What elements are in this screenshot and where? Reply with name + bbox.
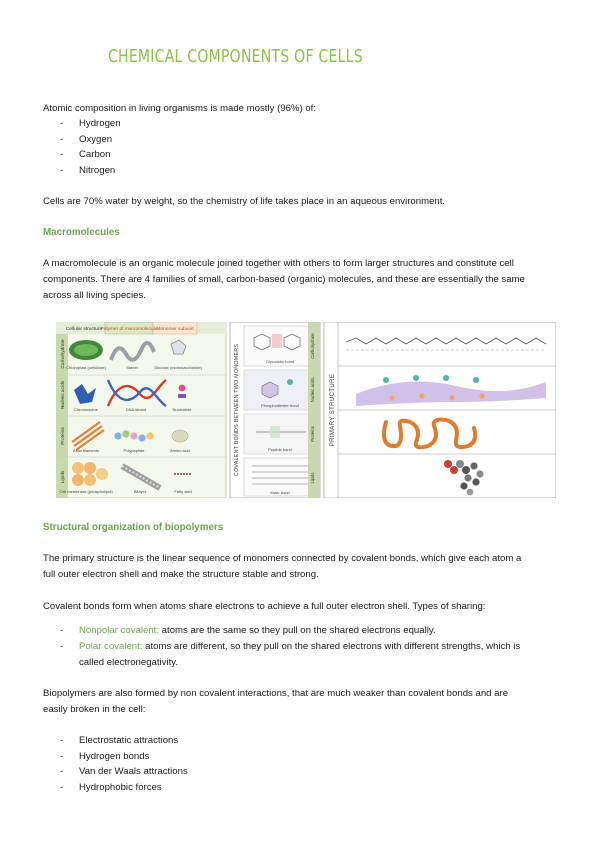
caption: Nucleotide: [172, 407, 192, 412]
family-carbohydrate: Carbohydrate: [310, 333, 315, 359]
structural-heading: Structural organization of biopolymers: [43, 522, 224, 533]
family-nucleic: Nucleic acids: [61, 380, 66, 410]
family-proteins: Proteins: [310, 426, 315, 442]
macromolecule-figure: [56, 322, 556, 498]
polar-desc: atoms are different, so they pull on the shared electrons with different strengths, which is: [142, 641, 521, 652]
right-panel: [324, 322, 556, 498]
middle-panel: [230, 322, 320, 498]
family-lipids: Lipids: [310, 472, 315, 484]
family-carbohydrate: Carbohydrate: [61, 339, 66, 369]
nonpolar-desc: atoms are the same so they pull on the shared electrons equally.: [159, 625, 436, 636]
caption: Bilayer: [133, 489, 147, 494]
atomic-composition-text: Atomic composition in living organisms is made mostly (96%) of:: [43, 103, 316, 114]
noncovalent-line: easily broken in the cell:: [43, 704, 146, 715]
list-item: - Carbon: [60, 147, 121, 163]
caption: Fatty acid: [174, 489, 192, 494]
bond-label: Ester bond: [270, 490, 290, 495]
covalent-intro: Covalent bonds form when atoms share electrons to achieve a full outer electron shell. Types of sharing:: [43, 601, 486, 612]
header-monomer: Monomer subunit: [156, 327, 194, 332]
macromolecule-line: components. There are 4 families of small, carbon-based (organic) molecules, and these are essentially the same: [43, 274, 525, 285]
caption: Starch: [126, 365, 138, 370]
nucleotide-icon: [179, 385, 186, 392]
macromolecule-line: across all living species.: [43, 290, 146, 301]
caption: Polypeptide: [123, 448, 145, 453]
caption: DNA strand: [125, 407, 147, 412]
bond-label: Glycosidic bond: [265, 359, 295, 364]
list-item: - Hydrogen bonds: [60, 749, 188, 765]
list-item: - Hydrogen: [60, 116, 121, 132]
macromolecules-heading: Macromolecules: [43, 227, 120, 238]
water-text: Cells are 70% water by weight, so the chemistry of life takes place in an aqueous environment.: [43, 196, 446, 207]
atom-list: [60, 116, 121, 178]
caption: Cell membrane (phospholipid): [59, 489, 113, 494]
sharing-list: [60, 623, 556, 671]
interaction-list: [60, 733, 188, 795]
left-panel: [56, 322, 226, 498]
caption: Amino acid: [170, 448, 190, 453]
family-nucleic: Nucleic acids: [310, 377, 315, 403]
caption: Actin filaments: [72, 448, 100, 453]
header-polymer: Polymer of macromolecule: [100, 327, 158, 332]
family-proteins: Proteins: [61, 427, 66, 445]
caption: Chloroplast (cellulose): [66, 365, 106, 370]
amino-acid-icon: [172, 430, 188, 442]
bond-label: Peptide bond: [268, 447, 292, 452]
polar-desc-continued: called electronegativity.: [79, 657, 179, 668]
primary-structure-line: The primary structure is the linear sequence of monomers connected by covalent bonds, which give each atom a: [43, 553, 522, 564]
caption: Chromosome: [73, 407, 99, 412]
primary-structure-line: full outer electron shell and make the structure stable and strong.: [43, 569, 319, 580]
caption: Glucose (monosaccharide): [154, 365, 202, 370]
header-cellular: Cellular structure: [65, 327, 103, 332]
list-item: [60, 623, 556, 639]
list-item: - Van der Waals attractions: [60, 764, 188, 780]
noncovalent-line: Biopolymers are also formed by non covalent interactions, that are much weaker than covalent bonds and are: [43, 688, 509, 699]
page-title: CHEMICAL COMPONENTS OF CELLS: [108, 46, 363, 67]
bonds-vertical-label: COVALENT BONDS BETWEEN TWO MONOMERS: [234, 343, 240, 477]
macromolecule-line: A macromolecule is an organic molecule joined together with others to form larger structures and constitute cell: [43, 258, 514, 269]
list-item: - Nitrogen: [60, 163, 121, 179]
list-item: - Oxygen: [60, 132, 121, 148]
list-item: - Hydrophobic forces: [60, 780, 188, 796]
nonpolar-term: Nonpolar covalent:: [79, 625, 159, 636]
family-lipids: Lipids: [61, 470, 66, 484]
bond-label: Phosphodiester bond: [261, 403, 299, 408]
polar-term: Polar covalent:: [79, 641, 143, 652]
primary-structure-label: PRIMARY STRUCTURE: [330, 373, 336, 447]
list-item: - Electrostatic attractions: [60, 733, 188, 749]
list-item: [60, 639, 556, 671]
